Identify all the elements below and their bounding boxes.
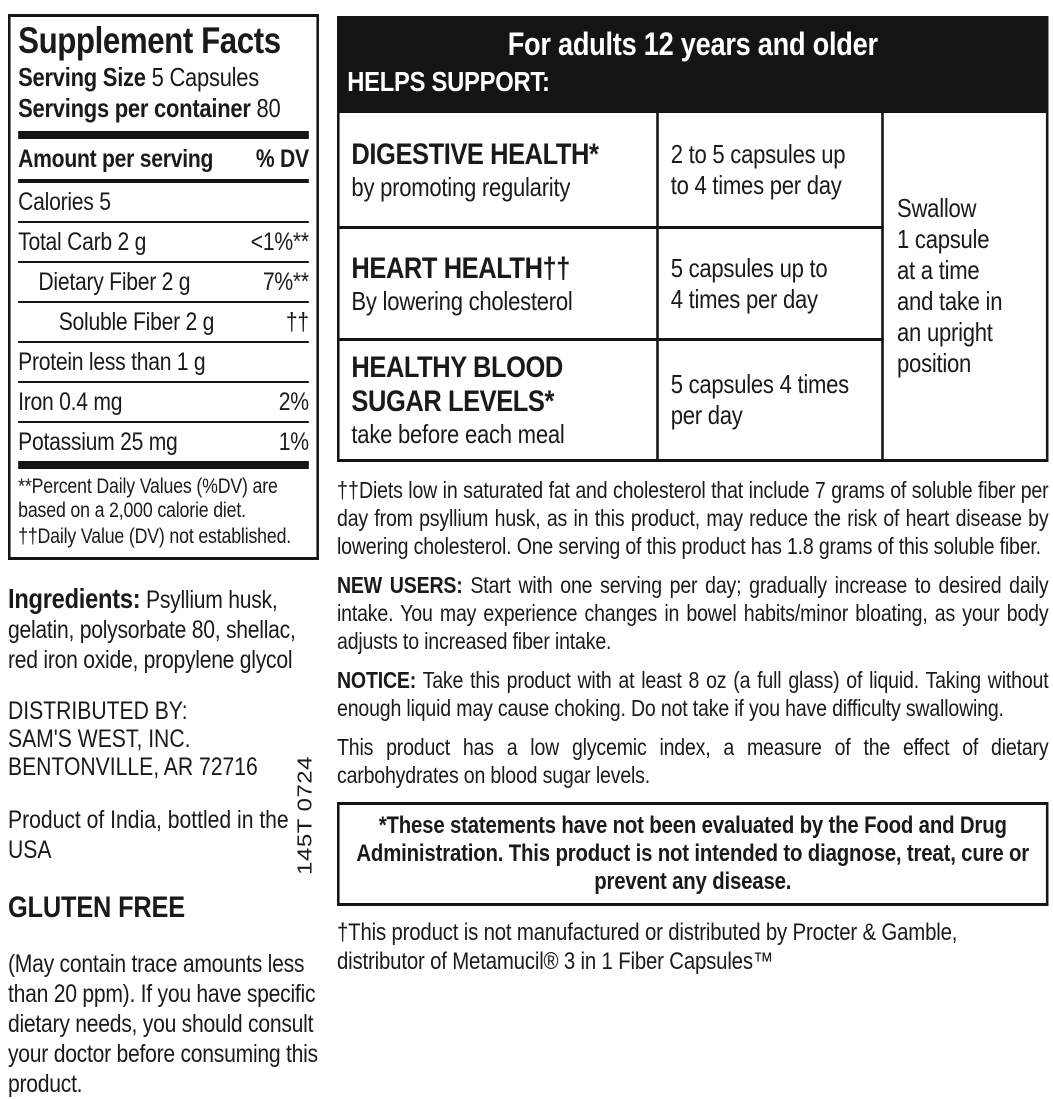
nutrient-name: Total Carb 2 g xyxy=(18,228,147,257)
dosage-line: 2 to 5 capsules up xyxy=(670,138,846,169)
nutrient-name: Dietary Fiber 2 g xyxy=(38,268,191,297)
servings-value: 80 xyxy=(256,93,281,124)
swallow-line: at a time xyxy=(897,255,980,285)
swallow-line: Swallow xyxy=(897,193,977,223)
lot-code-vertical: 145T 0724 xyxy=(293,756,317,875)
benefit-cell-blood-sugar xyxy=(340,341,659,459)
information-notes xyxy=(337,476,1048,976)
dv-header-label: % DV xyxy=(255,145,309,174)
new-users-label: NEW USERS: xyxy=(337,572,463,598)
dosage-cell-heart xyxy=(659,229,884,341)
distributor-line2: SAM'S WEST, INC. xyxy=(8,725,191,754)
ingredients-text: Psyllium husk, gelatin, polysorbate 80, shellac, red iron oxide, propylene glycol xyxy=(8,586,296,675)
nutrient-name: Iron 0.4 mg xyxy=(18,388,123,417)
thick-divider xyxy=(18,131,309,139)
nutrient-row-total-carb xyxy=(18,223,309,263)
label-left-column xyxy=(8,14,319,1099)
amount-per-serving-header xyxy=(18,143,309,183)
amount-header-label: Amount per serving xyxy=(18,145,214,174)
dosage-cell-blood-sugar xyxy=(659,341,884,459)
nutrient-dv: <1%** xyxy=(250,228,309,257)
nutrient-dv: 1% xyxy=(278,428,309,457)
fda-disclaimer-box: *These statements have not been evaluated by the Food and Drug Administration. This product is not intended to diagnose, treat, cure or prevent any disease. xyxy=(337,802,1048,906)
dv-footnote: **Percent Daily Values (%DV) are based on a 2,000 calorie diet. xyxy=(18,475,278,523)
dosage-line: 5 capsules up to xyxy=(670,252,828,283)
nutrient-row-iron xyxy=(18,383,309,423)
nutrient-name: Potassium 25 mg xyxy=(18,428,178,457)
nutrient-dv: †† xyxy=(285,308,309,337)
nutrient-name: Soluble Fiber 2 g xyxy=(58,308,215,337)
distributor-line3: BENTONVILLE, AR 72716 xyxy=(8,753,258,782)
swallow-line: and take in xyxy=(897,286,1003,316)
ingredients-label: Ingredients: xyxy=(8,583,141,615)
new-users-text: Start with one serving per day; gradually increase to desired daily intake. You may experience changes in bowel habits/minor bloating, as your body adjusts to increased fiber intake. xyxy=(337,572,1049,654)
gluten-free-claim: GLUTEN FREE xyxy=(8,891,186,925)
swallow-instructions-cell xyxy=(883,113,1045,459)
nutrient-name: Protein less than 1 g xyxy=(18,348,206,377)
serving-size-value: 5 Capsules xyxy=(151,61,260,92)
product-origin-text: Product of India, bottled in the USA xyxy=(8,806,289,865)
trace-amounts-note: (May contain trace amounts less than 20 ppm). If you have specific dietary needs, you should consult your doctor before consuming this product. xyxy=(8,950,318,1099)
age-group-title: For adults 12 years and older xyxy=(507,26,878,62)
nutrient-row-potassium xyxy=(18,423,309,461)
benefit-detail: by promoting regularity xyxy=(351,171,571,202)
helps-support-label: HELPS SUPPORT: xyxy=(347,66,550,97)
servings-label: Servings per container xyxy=(18,93,251,124)
nutrient-dv: 2% xyxy=(278,388,309,417)
benefit-detail: By lowering cholesterol xyxy=(351,285,573,316)
nutrient-row-protein xyxy=(18,343,309,383)
notice-text: Take this product with at least 8 oz (a full glass) of liquid. Taking without enough liquid may cause choking. Do not take if you have difficulty swallowing. xyxy=(337,667,1049,721)
directions-header xyxy=(337,16,1048,110)
dosage-line: to 4 times per day xyxy=(670,169,842,200)
notice-label: NOTICE: xyxy=(337,667,417,693)
ingredients-paragraph xyxy=(8,584,319,675)
nutrient-row-soluble-fiber xyxy=(18,303,309,343)
servings-per-container-line xyxy=(18,93,309,125)
benefit-detail: take before each meal xyxy=(351,419,565,449)
not-established-footnote: ††Daily Value (DV) not established. xyxy=(18,525,292,549)
benefit-title: DIGESTIVE HEALTH* xyxy=(351,137,599,171)
new-users-paragraph xyxy=(337,571,1048,655)
supplement-facts-title: Supplement Facts xyxy=(18,20,281,61)
thick-divider xyxy=(18,461,309,469)
distributor-block xyxy=(8,697,319,781)
serving-size-line xyxy=(18,62,309,94)
nutrient-name: Calories 5 xyxy=(18,188,111,217)
benefit-cell-heart xyxy=(340,229,659,341)
nutrient-row-calories xyxy=(18,183,309,223)
dosage-line: 5 capsules 4 times xyxy=(670,369,849,399)
dosage-line: per day xyxy=(670,400,743,430)
procter-gamble-note: †This product is not manufactured or distributed by Procter & Gamble, distributor of Metamucil® 3 in 1 Fiber Capsules™ xyxy=(337,919,958,975)
nutrient-row-dietary-fiber xyxy=(18,263,309,303)
cholesterol-claim-paragraph: ††Diets low in saturated fat and cholesterol that include 7 grams of soluble fiber per day from psyllium husk, as in this product, may reduce the risk of heart disease by lowering cholesterol. One serving of this product has 1.8 grams of this soluble fiber. xyxy=(337,477,1049,559)
dosage-table xyxy=(337,110,1048,462)
dosage-cell-digestive xyxy=(659,113,884,229)
swallow-line: position xyxy=(897,348,972,378)
benefit-cell-digestive xyxy=(340,113,659,229)
dosage-line: 4 times per day xyxy=(670,283,818,314)
notice-paragraph xyxy=(337,666,1048,722)
swallow-line: an upright xyxy=(897,317,993,347)
label-right-column xyxy=(337,16,1048,976)
swallow-line: 1 capsule xyxy=(897,224,990,254)
distributor-line1: DISTRIBUTED BY: xyxy=(8,697,188,726)
benefit-title: HEART HEALTH†† xyxy=(351,251,571,285)
supplement-facts-panel xyxy=(8,14,319,560)
nutrient-dv: 7%** xyxy=(262,268,309,297)
serving-size-label: Serving Size xyxy=(18,61,146,92)
benefit-title: HEALTHY BLOOD SUGAR LEVELS* xyxy=(351,351,563,418)
glycemic-index-paragraph: This product has a low glycemic index, a measure of the effect of dietary carbohydrates on blood sugar levels. xyxy=(337,734,1049,788)
